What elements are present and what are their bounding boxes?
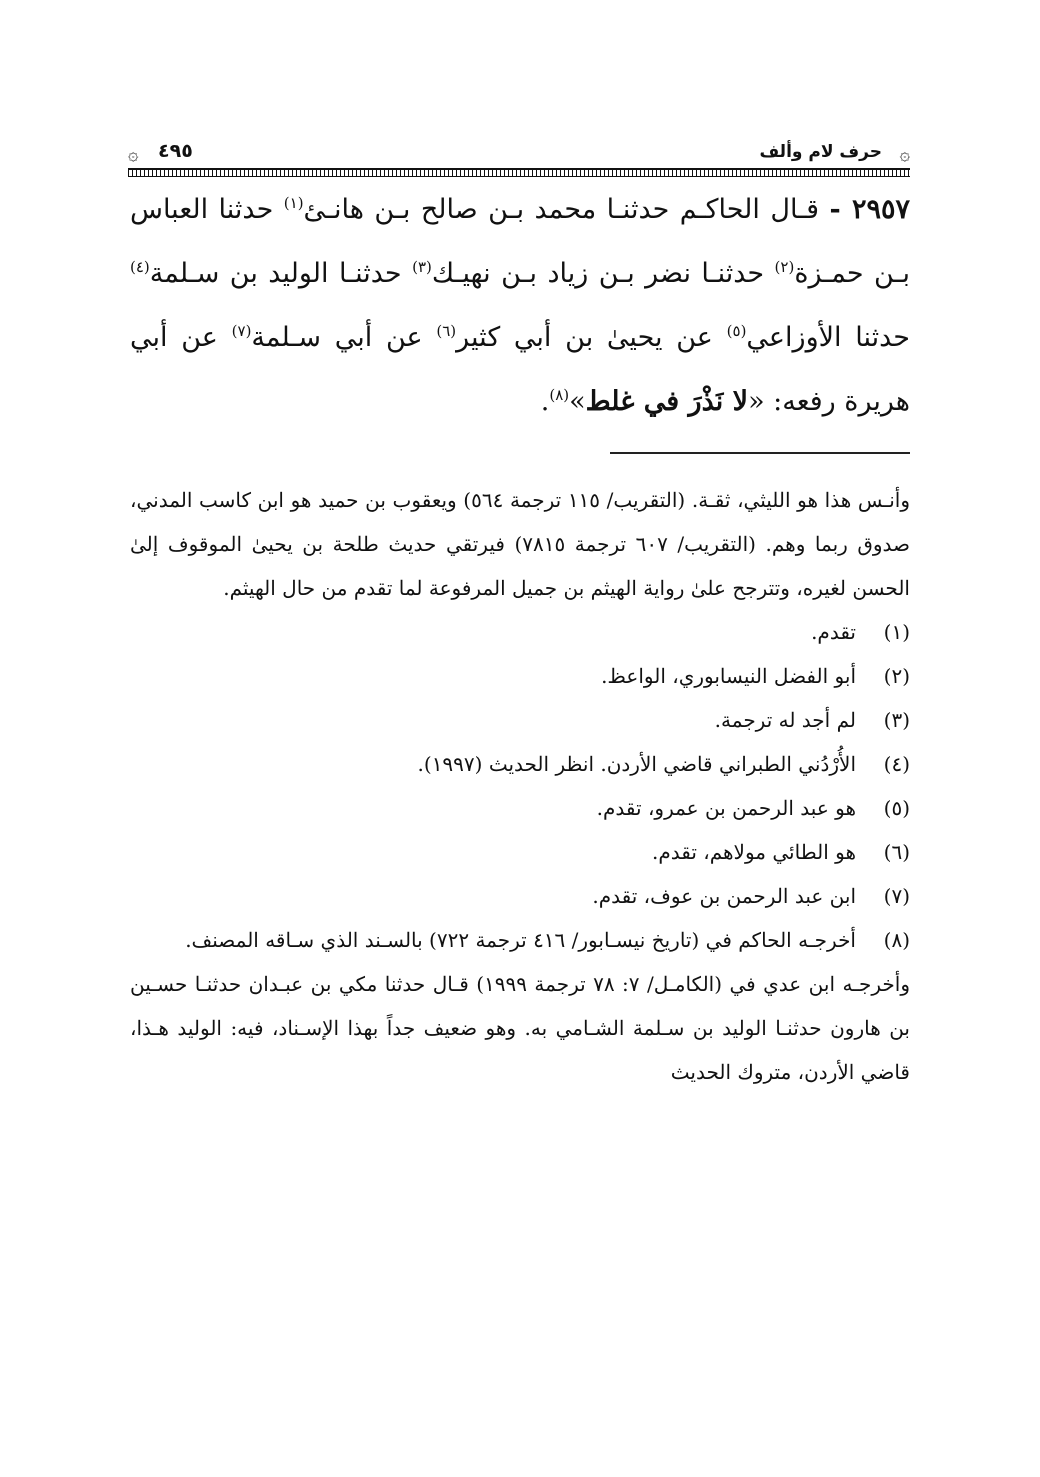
hadith-segment: قـال الحاكـم حدثنـا محمد بـن صالح بـن هانـئ [303, 194, 820, 225]
footnote-ref-3: (٣) [412, 258, 432, 276]
footnote-item [130, 786, 910, 830]
footnote-text: هو الطائي مولاهم، تقدم. [651, 840, 856, 864]
footnote-item [130, 610, 910, 654]
footnote-number: (٣) [883, 708, 910, 732]
hadith-paragraph [130, 178, 910, 434]
hadith-segment: عن أبي هريرة رفعه: « [130, 322, 910, 417]
footnotes-section [130, 478, 910, 1094]
footnote-item [130, 918, 910, 962]
footnote-number: (٢) [883, 664, 910, 688]
footnote-number: (٧) [883, 884, 910, 908]
hadith-segment: حدثنـا الوليد بن سـلمة [149, 258, 413, 289]
footnote-number: (٦) [883, 840, 910, 864]
footnote-number: (٨) [883, 928, 910, 952]
page-number: ٤٩٥ [158, 140, 193, 162]
footnote-ref-4: (٤) [130, 258, 150, 276]
hadith-segment: حدثنا العباس بـن حمـزة [130, 194, 911, 289]
hadith-matn: لا نَذْرَ في غلط [585, 386, 749, 417]
footnote-text: أخرجـه الحاكم في (تاريخ نيسـابور/ ٤١٦ ترجمة ٧٢٢) بالسـند الذي سـاقه المصنف. [185, 928, 856, 952]
running-title: حرف لام وألف [759, 142, 882, 162]
footnote-ref-8: (٨) [549, 386, 570, 404]
page-header [128, 138, 910, 178]
hadith-number: ٢٩٥٧ - [829, 194, 910, 225]
footnote-item [130, 874, 910, 918]
footnote-ref-7: (٧) [231, 322, 252, 340]
footnote-trailing: وأخرجـه ابن عدي في (الكامـل/ ٧: ٧٨ ترجمة ١٩٩٩) قـال حدثنا مكي بن عبـدان حدثنـا حسـين بن هارون حدثنـا الوليد بن سـلمة الشـامي به. وهو ضعيف جداً بهذا الإسـناد، فيه: الوليد هـذا، قاضي الأردن، متروك الحديث [130, 972, 911, 1084]
footnote-ref-2: (٢) [774, 258, 795, 276]
footnote-ref-1: (١) [283, 194, 304, 212]
footnote-item [130, 742, 910, 786]
hadith-segment: حدثنا الأوزاعي [746, 322, 910, 353]
footnote-item [130, 698, 910, 742]
ornament-left-icon: ۞ [128, 144, 139, 165]
footnote-text: الأُرْدُني الطبراني قاضي الأردن. انظر الحديث (١٩٩٧). [417, 752, 856, 776]
hadith-segment: حدثنـا نضر بـن زياد بـن نهيـك [431, 258, 775, 289]
hadith-segment: . [540, 386, 550, 417]
footnote-text: أبو الفضل النيسابوري، الواعظ. [601, 664, 856, 688]
header-divider [128, 168, 910, 177]
ornament-right-icon: ۞ [899, 144, 910, 165]
footnote-text: ابن عبد الرحمن بن عوف، تقدم. [592, 884, 856, 908]
footnote-number: (٥) [883, 796, 910, 820]
footnote-item [130, 654, 910, 698]
footnote-number: (٤) [883, 752, 910, 776]
hadith-segment: عن يحيىٰ بن أبي كثير [456, 322, 727, 353]
footnote-continuation: وأنـس هذا هو الليثي، ثقـة. (التقريب/ ١١٥ ترجمة ٥٦٤) ويعقوب بن حميد هو ابن كاسب المدني، صدوق ربما وهم. (التقريب/ ٦٠٧ ترجمة ٧٨١٥) فيرتقي حديث طلحة بن يحيىٰ الموقوف إلىٰ الحسن لغيره، وتترجح علىٰ رواية الهيثم بن جميل المرفوعة لما تقدم من حال الهيثم. [130, 488, 910, 600]
hadith-text [130, 178, 910, 434]
footnote-divider [610, 452, 910, 454]
footnote-text: هو عبد الرحمن بن عمرو، تقدم. [596, 796, 856, 820]
header-row [128, 138, 910, 168]
hadith-segment: عن أبي سـلمة [251, 322, 437, 353]
hadith-segment: » [569, 386, 586, 417]
footnote-text: لم أجد له ترجمة. [714, 708, 856, 732]
footnote-item [130, 830, 910, 874]
footnote-ref-6: (٦) [436, 322, 457, 340]
footnote-number: (١) [883, 620, 910, 644]
footnote-text: تقدم. [811, 620, 856, 644]
footnote-ref-5: (٥) [726, 322, 747, 340]
